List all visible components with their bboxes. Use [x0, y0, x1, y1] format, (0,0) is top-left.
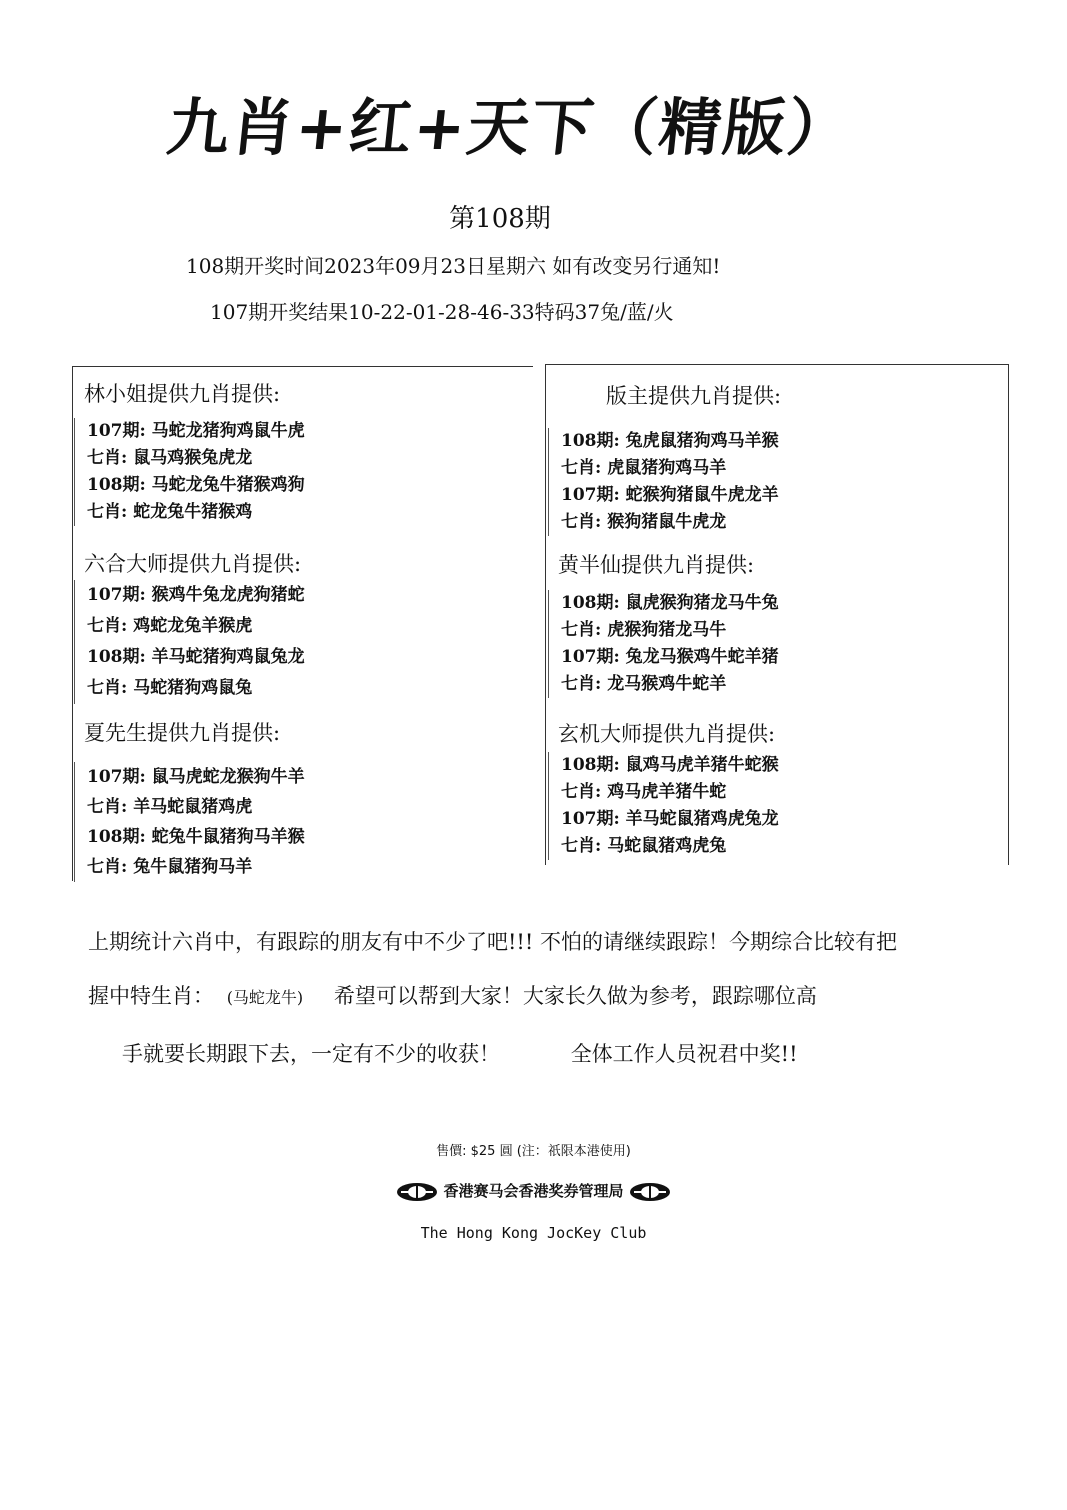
prediction-row: 107期: 兔龙马猴鸡牛蛇羊猪: [561, 647, 779, 667]
prediction-row: 107期: 猴鸡牛兔龙虎狗猪蛇: [87, 585, 305, 605]
prediction-row: 七肖: 马蛇鼠猪鸡虎兔: [561, 836, 727, 856]
prediction-group: [548, 428, 779, 536]
prediction-row: 七肖: 龙马猴鸡牛蛇羊: [561, 674, 727, 694]
prediction-row: 108期: 蛇兔牛鼠猪狗马羊猴: [87, 827, 305, 847]
summary-text: 握中特生肖：: [88, 984, 214, 1008]
prediction-row: 七肖: 虎鼠猪狗鸡马羊: [561, 458, 727, 478]
club-name-text: 香港赛马会香港奖券管理局: [443, 1182, 624, 1200]
prediction-row: 七肖: 虎猴狗猪龙马牛: [561, 620, 727, 640]
draw-time-notice: 108期开奖时间2023年09月23日星期六 如有改变另行通知!: [186, 254, 721, 278]
summary-text: 手就要长期跟下去，一定有不少的收获！: [122, 1042, 500, 1066]
prediction-group: [548, 590, 779, 698]
prediction-group: [74, 580, 305, 704]
prediction-row: 108期: 马蛇龙兔牛猪猴鸡狗: [87, 475, 305, 495]
prediction-group: [548, 752, 779, 860]
price-note: 售價: $25 圓 (注：祇限本港使用): [436, 1144, 631, 1159]
last-draw-result: 107期开奖结果10-22-01-28-46-33特码37兔/蓝/火: [210, 300, 674, 324]
prediction-row: 108期: 羊马蛇猪狗鸡鼠兔龙: [87, 647, 305, 667]
section-heading: 林小姐提供九肖提供:: [84, 382, 281, 406]
prediction-row: 七肖: 羊马蛇鼠猪鸡虎: [87, 797, 253, 817]
club-name-cn: [0, 1180, 1067, 1203]
prediction-row: 107期: 马蛇龙猪狗鸡鼠牛虎: [87, 421, 305, 441]
prediction-row: 七肖: 蛇龙兔牛猪猴鸡: [87, 502, 253, 522]
prediction-row: 七肖: 马蛇猪狗鸡鼠兔: [87, 678, 253, 698]
issue-number: 第108期: [449, 204, 551, 234]
closing-wish: 全体工作人员祝君中奖!!: [570, 1042, 798, 1066]
jockey-club-logo-icon: [395, 1181, 439, 1203]
prediction-row: 七肖: 鸡蛇龙兔羊猴虎: [87, 616, 253, 636]
prediction-row: 108期: 鼠鸡马虎羊猪牛蛇猴: [561, 755, 779, 775]
section-heading: 六合大师提供九肖提供:: [84, 552, 302, 576]
summary-line-1: 上期统计六肖中，有跟踪的朋友有中不少了吧!!! 不怕的请继续跟踪！今期综合比较有把: [88, 930, 897, 954]
prediction-row: 108期: 鼠虎猴狗猪龙马牛兔: [561, 593, 779, 613]
prediction-row: 七肖: 兔牛鼠猪狗马羊: [87, 857, 253, 877]
summary-text: 希望可以帮到大家！大家长久做为参考，跟踪哪位高: [333, 984, 817, 1008]
club-name-en: The Hong Kong JocKey Club: [420, 1224, 647, 1242]
prediction-row: 七肖: 猴狗猪鼠牛虎龙: [561, 512, 727, 532]
prediction-group: [74, 762, 305, 882]
section-heading: 夏先生提供九肖提供:: [84, 721, 281, 745]
prediction-row: 107期: 羊马蛇鼠猪鸡虎兔龙: [561, 809, 779, 829]
prediction-row: 七肖: 鸡马虎羊猪牛蛇: [561, 782, 727, 802]
section-heading: 玄机大师提供九肖提供:: [558, 722, 776, 746]
summary-line-2: [88, 980, 817, 1010]
prediction-row: 107期: 鼠马虎蛇龙猴狗牛羊: [87, 767, 305, 787]
prediction-row: 108期: 兔虎鼠猪狗鸡马羊猴: [561, 431, 779, 451]
summary-line-3: [122, 1038, 798, 1068]
prediction-row: 七肖: 鼠马鸡猴兔虎龙: [87, 448, 253, 468]
page-title: 九肖+红+天下（精版）: [163, 91, 856, 164]
featured-zodiac-pick: (马蛇龙牛): [226, 988, 304, 1007]
section-heading: 版主提供九肖提供:: [606, 384, 782, 408]
jockey-club-logo-icon: [628, 1181, 672, 1203]
prediction-group: [74, 418, 305, 526]
prediction-row: 107期: 蛇猴狗猪鼠牛虎龙羊: [561, 485, 779, 505]
section-heading: 黄半仙提供九肖提供:: [558, 553, 755, 577]
